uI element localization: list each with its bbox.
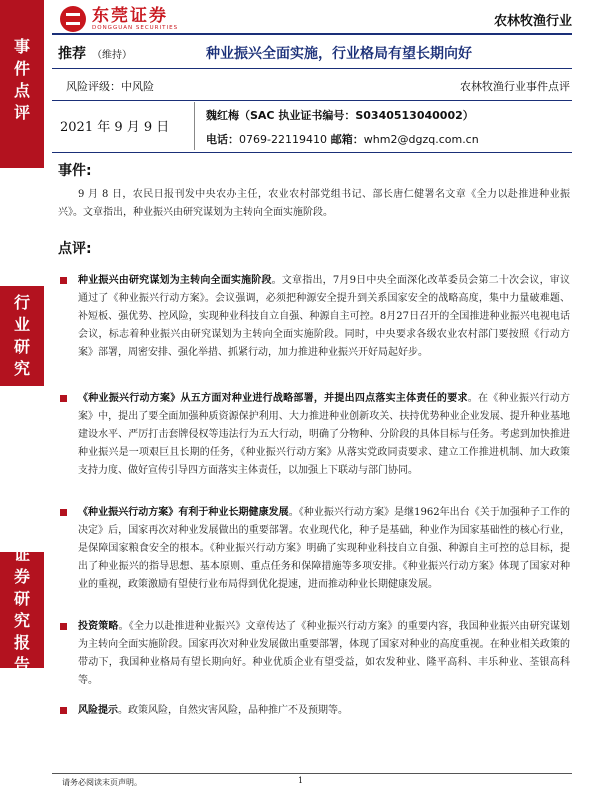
logo-cn: 东莞证券	[92, 6, 168, 26]
side-band-middle	[0, 286, 44, 386]
footer-disclaimer: 请务必阅读末页声明。	[62, 778, 142, 787]
logo-en: DONGGUAN SECURITIES	[92, 25, 179, 31]
bullet-4-text: 。《全力以赴推进种业振兴》文章传达了《种业振兴行动方案》的重要内容，我国种业振兴由研究谋划为主转向全面实施阶段。国家再次对种业发展做出重要部署，体现了国家对种业的高度重视。在种业相关政策的带动下，我国种业格局有望长期向好。种业优质企业有望受益，如农发种业、隆平高科、丰乐种业、荃银高科等。	[78, 621, 571, 686]
page-number: 1	[298, 776, 304, 785]
risk-rating: 风险评级：中风险	[66, 80, 154, 93]
bullet-4	[60, 618, 570, 690]
bullet-square-icon	[60, 623, 67, 630]
side-label-securities-report: 证券研究报告	[13, 545, 30, 674]
header-divider	[52, 33, 572, 35]
email-address: whm2@dgzq.com.cn	[363, 133, 479, 146]
report-title: 种业振兴全面实施，行业格局有望长期向好	[206, 46, 472, 62]
bullet-1-bold: 种业振兴由研究谋划为主转向全面实施阶段	[78, 275, 272, 286]
bullet-square-icon	[60, 277, 67, 284]
footer-divider	[52, 773, 572, 774]
logo-icon	[60, 6, 86, 32]
analyst-name: 魏红梅（SAC 执业证书编号：S0340513040002）	[206, 109, 474, 122]
phone-label: 电话：	[206, 133, 239, 146]
analyst-contact	[206, 131, 479, 147]
bullet-1	[60, 272, 570, 362]
event-text: 9 月 8 日，农民日报刊发中央农办主任，农业农村部党组书记、部长唐仁健署名文章《全力以赴推进种业振兴》。文章指出，种业振兴由研究谋划为主转向全面实施阶段。	[58, 189, 570, 218]
side-band-top	[0, 0, 44, 168]
bullet-5	[60, 702, 570, 720]
bullet-5-bold: 风险提示	[78, 705, 118, 716]
bullet-square-icon	[60, 509, 67, 516]
bullet-2	[60, 390, 570, 480]
company-logo	[60, 6, 178, 32]
vertical-divider	[194, 102, 195, 150]
comment-heading: 点评:	[58, 241, 92, 257]
phone-number: 0769-22119410	[239, 133, 327, 146]
industry-name: 农林牧渔行业	[493, 14, 572, 29]
bullet-3-bold: 《种业振兴行动方案》有利于种业长期健康发展	[78, 507, 289, 518]
side-band-bottom	[0, 545, 44, 674]
bullet-3-text: 。《种业振兴行动方案》是继1962年出台《关于加强种子工作的决定》后，国家再次对种业发展做出的重要部署。农业现代化，种子是基础，种业作为国家基础性的核心行业，是保障国家粮食安全的根本。《种业振兴行动方案》明确了实现种业科技自立自强、种源自主可控的总目标，提出了种业振兴的指导思想、基本原则、重点任务和保障措施等多项安排。《种业振兴行动方案》体现了国家对种业的重视，政策激励有望使行业布局得到优化提速，进而推动种业长期健康发展。	[78, 507, 571, 590]
bullet-4-bold: 投资策略	[78, 621, 119, 632]
bullet-5-text: 。政策风险，自然灾害风险，品种推广不及预期等。	[118, 705, 348, 716]
event-heading: 事件:	[58, 163, 92, 179]
side-label-event-review: 事件点评	[13, 37, 30, 122]
bullet-square-icon	[60, 395, 67, 402]
side-label-industry-research: 行业研究	[13, 293, 30, 378]
bullet-1-text: 。文章指出，7月9日中央全面深化改革委员会第二十次会议，审议通过了《种业振兴行动方案》。会议强调，必须把种源安全提升到关系国家安全的战略高度，集中力量破难题、补短板、强优势、控风险，实现种业科技自立自强、种源自主可控。8月27日召开的全国推进种业振兴电视电话会议，标志着种业振兴由研究谋划为主转向全面实施阶段。同时，中央要求各级农业农村部门要按照《行动方案》部署，周密安排、强化举措、抓紧行动，加力推进种业振兴开好局起好步。	[78, 275, 570, 358]
bullet-square-icon	[60, 707, 67, 714]
bullet-2-text: 。在《种业振兴行动方案》中，提出了要全面加强种质资源保护利用、大力推进种业创新攻关、扶持优势种业企业发展、提升种业基地建设水平、严厉打击套牌侵权等违法行为五大行动，明确了分物种、分阶段的具体目标与任务。考虑到加快推进种业振兴是一项艰巨且长期的任务，《种业振兴行动方案》从落实党政同责要求、建立工作推进机制、加大政策支持力度、做好宣传引导四方面落实主体责任，以加强上下联动与部门协同。	[78, 393, 571, 476]
title-divider	[52, 68, 572, 69]
bullet-2-bold: 《种业振兴行动方案》从五方面对种业进行战略部署，并提出四点落实主体责任的要求	[78, 393, 468, 404]
bullet-3	[60, 504, 570, 594]
report-date: 2021 年 9 月 9 日	[60, 120, 170, 135]
meta-divider	[52, 152, 572, 153]
rating	[58, 43, 132, 63]
email-label: 邮箱：	[326, 133, 364, 146]
info-divider	[52, 100, 572, 101]
rating-label: 推荐	[58, 46, 86, 62]
report-subtitle: 农林牧渔行业事件点评	[460, 80, 570, 93]
rating-note: （维持）	[92, 50, 132, 61]
